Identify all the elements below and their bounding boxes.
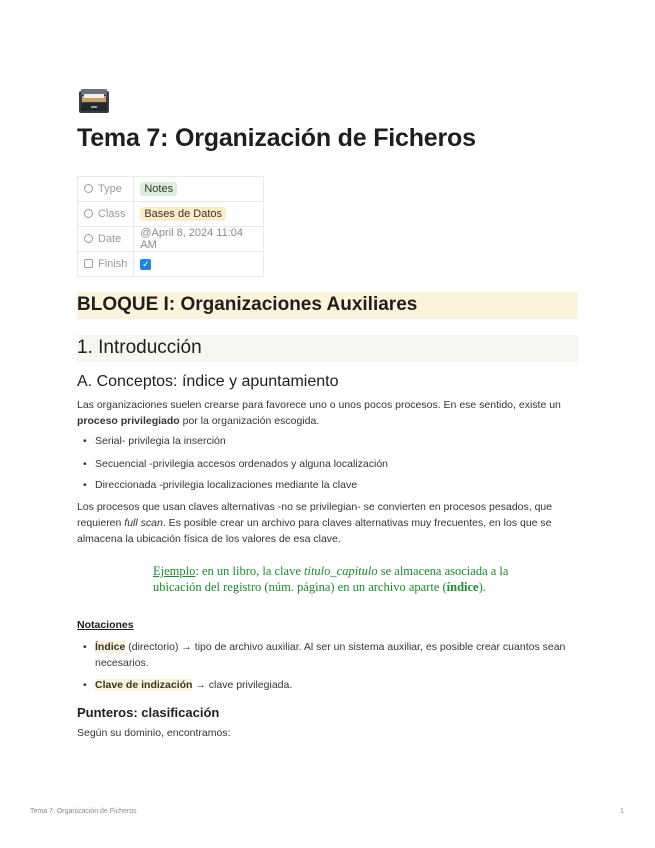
subheading-punteros: Punteros: clasificación	[77, 705, 220, 720]
clock-icon	[84, 234, 93, 243]
section-heading-introduccion: 1. Introducción	[77, 335, 578, 362]
section-heading-bloque: BLOQUE I: Organizaciones Auxiliares	[77, 292, 578, 319]
paragraph-dominio: Según su dominio, encontramos:	[77, 727, 231, 739]
notaciones-heading: Notaciones	[77, 619, 134, 631]
example-note: Ejemplo: en un libro, la clave titulo_capitulo se almacena asociada a la ubicación del registro (núm. página) en un archivo aparte (índice).	[153, 564, 509, 594]
property-key: Date	[98, 233, 122, 245]
property-row-finish	[78, 252, 264, 277]
property-key: Finish	[98, 258, 128, 270]
properties-table	[77, 176, 264, 277]
list-item: • Clave de indización → clave privilegiada.	[95, 677, 575, 693]
property-row-type	[78, 177, 264, 202]
property-row-date	[78, 227, 264, 252]
page-title: Tema 7: Organización de Ficheros	[77, 124, 476, 152]
list-item: • Secuencial -privilegia accesos ordenados y alguna localización	[95, 456, 575, 472]
page-number: 1	[620, 808, 624, 815]
finish-checkbox[interactable]: ✓	[142, 259, 150, 269]
footer-title: Tema 7: Organización de Ficheros	[30, 808, 137, 815]
radio-icon	[84, 184, 93, 193]
property-key: Type	[98, 183, 122, 195]
highlight-indice: Índice	[95, 641, 126, 653]
file-cabinet-icon	[78, 88, 110, 114]
checkbox-icon	[84, 259, 93, 268]
paragraph-claves-alternativas: Los procesos que usan claves alternativas -no se privilegian- se convierten en procesos pesados, que requieren full scan. Es posible crear un archivo para claves alternativas muy frecuentes, en los que se almacena la ubicación física de los valores de esa clave.	[77, 501, 553, 545]
highlight-clave-indizacion: Clave de indización	[95, 679, 193, 691]
list-item: • Serial- privilegia la inserción	[95, 433, 575, 449]
list-item: • Índice (directorio) → tipo de archivo auxiliar. Al ser un sistema auxiliar, es posible crear cuantos sean necesarios.	[95, 639, 575, 671]
property-row-class	[78, 202, 264, 227]
type-tag[interactable]: Notes	[140, 182, 177, 196]
date-value[interactable]: @April 8, 2024 11:04 AM	[134, 227, 264, 252]
paragraph-intro: Las organizaciones suelen crearse para favorece uno o unos pocos procesos. En ese sentido, existe un proceso privilegiado por la organización escogida.	[77, 399, 561, 427]
bold-proceso-privilegiado: proceso privilegiado	[77, 415, 180, 427]
property-key: Class	[98, 208, 126, 220]
subheading-conceptos: A. Conceptos: índice y apuntamiento	[77, 373, 339, 390]
class-tag[interactable]: Bases de Datos	[140, 207, 226, 221]
radio-icon	[84, 209, 93, 218]
list-item: • Direccionada -privilegia localizaciones mediante la clave	[95, 477, 575, 493]
